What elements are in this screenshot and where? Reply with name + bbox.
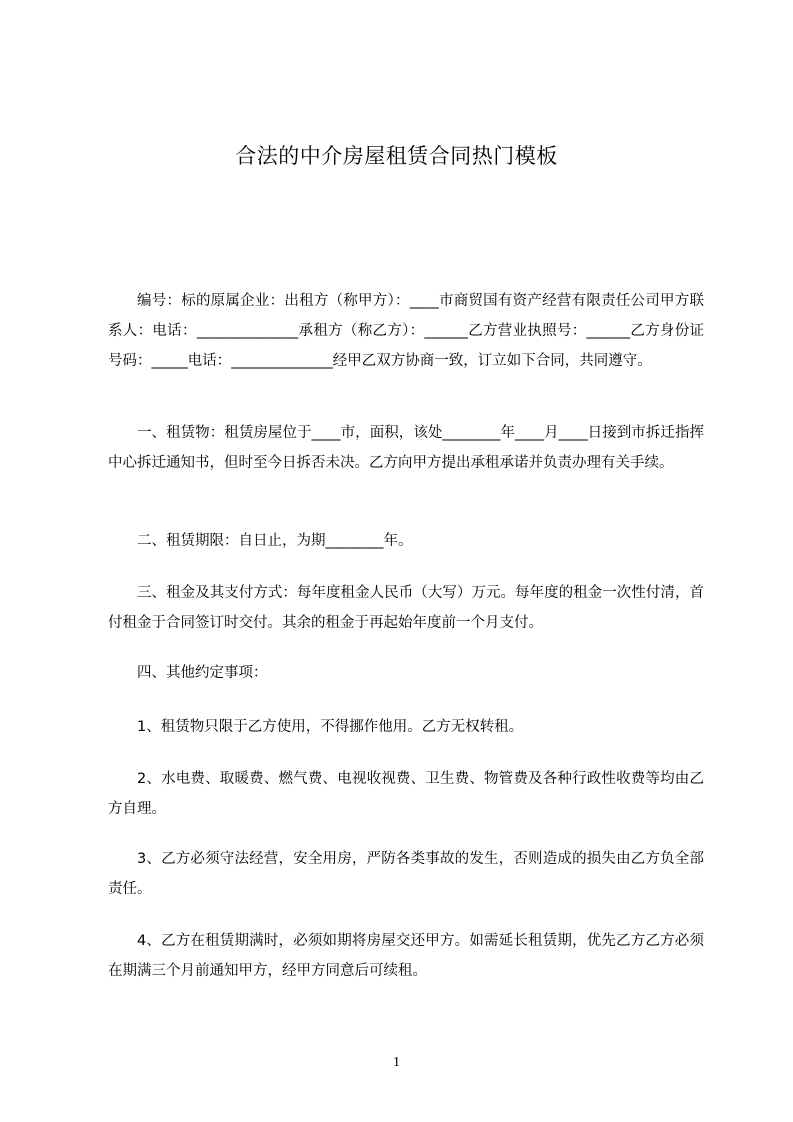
clause-lease-term: 二、租赁期限：自日止，为期________年。 bbox=[137, 533, 413, 549]
clause-item-1: 1、租赁物只限于乙方使用，不得挪作他用。乙方无权转租。 bbox=[137, 719, 524, 735]
document-title: 合法的中介房屋租赁合同热门模板 bbox=[235, 144, 558, 168]
clause-item-4: 4、乙方在租赁期满时，必须如期将房屋交还甲方。如需延长租赁期，优先乙方乙方必须在期满三个月前通知甲方，经甲方同意后可续租。 bbox=[108, 933, 704, 979]
contract-preamble: 编号：标的原属企业：出租方（称甲方）：____市商贸国有资产经营有限责任公司甲方联系人：电话：______________承租方（称乙方）：______乙方营业执照号：______乙方身份证号码：_____电话：______________经甲乙双方协商一致，订立如下合同，共同遵守。 bbox=[108, 293, 704, 369]
clause-rent-payment: 三、租金及其支付方式：每年度租金人民币（大写）万元。每年度的租金一次性付清，首付租金于合同签订时交付。其余的租金于再起始年度前一个月支付。 bbox=[108, 585, 704, 631]
clause-leased-property: 一、租赁物：租赁房屋位于____市，面积，该处________年____月____日接到市拆迁指挥中心拆迁通知书，但时至今日拆否未决。乙方向甲方提出承租承诺并负责办理有关手续。 bbox=[108, 425, 704, 471]
page-number: 1 bbox=[393, 1055, 400, 1070]
clause-item-2: 2、水电费、取暖费、燃气费、电视收视费、卫生费、物管费及各种行政性收费等均由乙方自理。 bbox=[108, 771, 704, 817]
clause-item-3: 3、乙方必须守法经营，安全用房，严防各类事故的发生，否则造成的损失由乙方负全部责任。 bbox=[108, 851, 704, 897]
clause-other-terms-heading: 四、其他约定事项： bbox=[137, 665, 268, 681]
